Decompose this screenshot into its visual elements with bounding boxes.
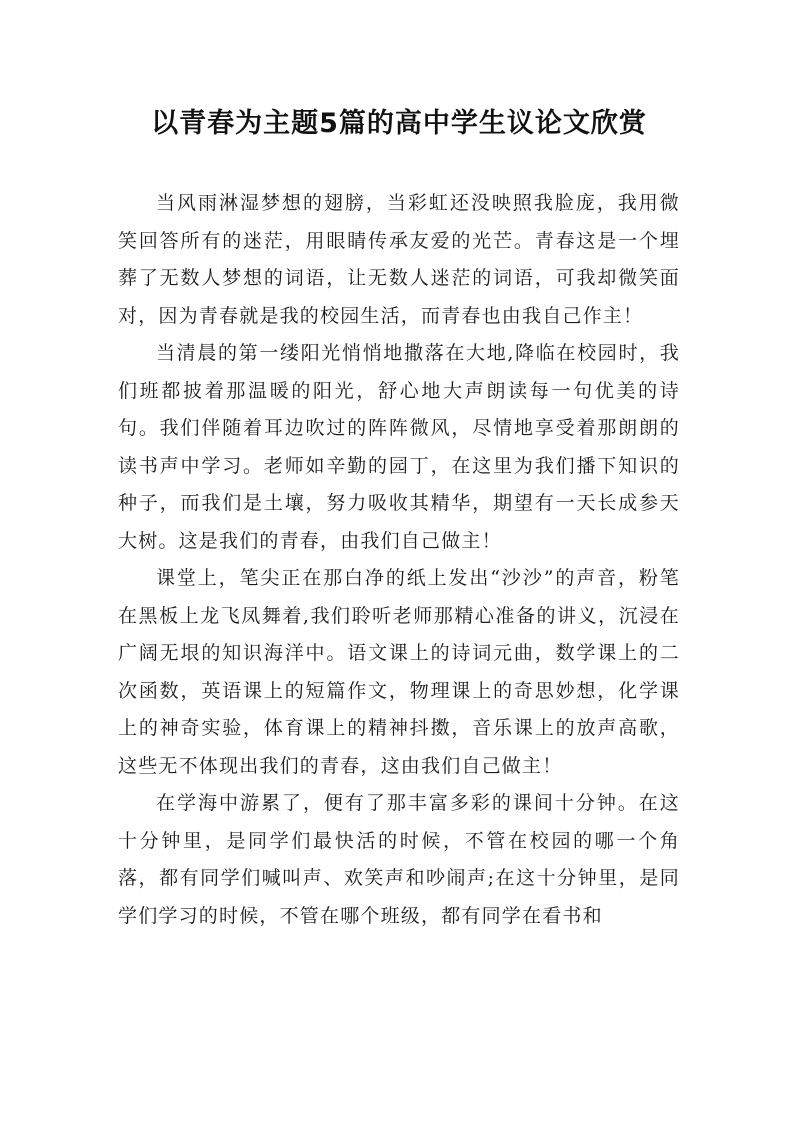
paragraph-3: 课堂上，笔尖正在那白净的纸上发出“沙沙”的声音，粉笔在黑板上龙飞凤舞着,我们聆听老师那精心准备的讲义，沉浸在广阔无垠的知识海洋中。语文课上的诗词元曲，数学课上的二次函数，英语课上的短篇作文，物理课上的奇思妙想，化学课上的神奇实验，体育课上的精神抖擞，音乐课上的放声高歌，这些无不体现出我们的青春，这由我们自己做主！ — [118, 567, 680, 777]
paragraph-2: 当清晨的第一缕阳光悄悄地撒落在大地,降临在校园时，我们班都披着那温暖的阳光，舒心地大声朗读每一句优美的诗句。我们伴随着耳边吹过的阵阵微风，尽情地享受着那朗朗的读书声中学习。老师如辛勤的园丁，在这里为我们播下知识的种子，而我们是土壤，努力吸收其精华，期望有一天长成参天大树。这是我们的青春，由我们自己做主！ — [118, 342, 680, 552]
paragraph-1: 当风雨淋湿梦想的翅膀，当彩虹还没映照我脸庞，我用微笑回答所有的迷茫，用眼睛传承友爱的光芒。青春这是一个埋葬了无数人梦想的词语，让无数人迷茫的词语，可我却微笑面对，因为青春就是我的校园生活，而青春也由我自己作主！ — [118, 192, 680, 327]
document-title: 以青春为主题5篇的高中学生议论文欣赏 — [151, 108, 647, 139]
document-body — [118, 185, 680, 935]
paragraph-4: 在学海中游累了，便有了那丰富多彩的课间十分钟。在这十分钟里，是同学们最快活的时候，不管在校园的哪一个角落，都有同学们喊叫声、欢笑声和吵闹声;在这十分钟里，是同学们学习的时候，不管在哪个班级，都有同学在看书和 — [118, 792, 680, 927]
